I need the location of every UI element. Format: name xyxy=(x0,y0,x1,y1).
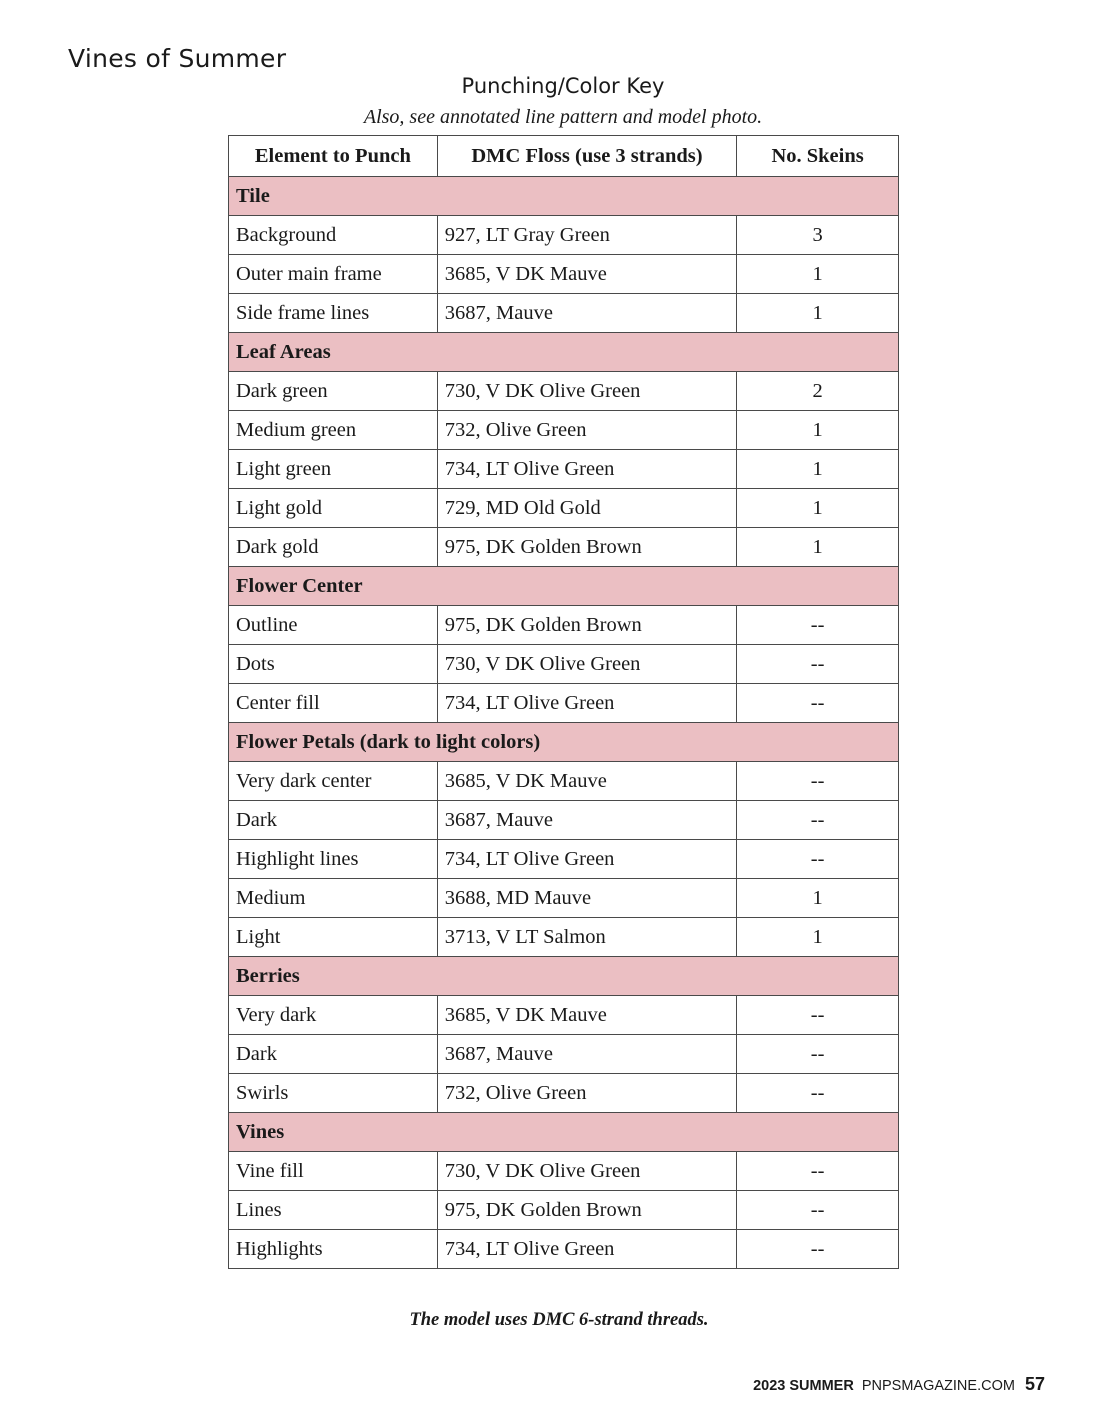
skeins-cell: -- xyxy=(737,606,899,645)
table-row xyxy=(229,1074,899,1113)
element-cell: Dark xyxy=(229,1035,438,1074)
page-footer xyxy=(753,1374,1045,1395)
table-row xyxy=(229,372,899,411)
table-row xyxy=(229,1191,899,1230)
table-row xyxy=(229,840,899,879)
element-cell: Swirls xyxy=(229,1074,438,1113)
page-title: Vines of Summer xyxy=(68,44,287,73)
dmc-floss-cell: 927, LT Gray Green xyxy=(437,216,736,255)
skeins-cell: 1 xyxy=(737,528,899,567)
table-row xyxy=(229,762,899,801)
section-row xyxy=(229,567,899,606)
table-row xyxy=(229,255,899,294)
table-row xyxy=(229,918,899,957)
dmc-floss-cell: 730, V DK Olive Green xyxy=(437,1152,736,1191)
page-number: 57 xyxy=(1024,1374,1045,1394)
section-row xyxy=(229,723,899,762)
section-title: Vines xyxy=(229,1113,899,1152)
dmc-floss-cell: 734, LT Olive Green xyxy=(437,840,736,879)
dmc-floss-cell: 734, LT Olive Green xyxy=(437,1230,736,1269)
dmc-floss-cell: 975, DK Golden Brown xyxy=(437,1191,736,1230)
footer-issue: 2023 SUMMER xyxy=(753,1378,854,1394)
section-title: Tile xyxy=(229,177,899,216)
element-cell: Dark green xyxy=(229,372,438,411)
key-subtitle: Also, see annotated line pattern and model photo. xyxy=(363,106,763,128)
dmc-floss-cell: 975, DK Golden Brown xyxy=(437,606,736,645)
skeins-cell: -- xyxy=(737,840,899,879)
element-cell: Medium green xyxy=(229,411,438,450)
element-cell: Light xyxy=(229,918,438,957)
skeins-cell: 1 xyxy=(737,918,899,957)
dmc-floss-cell: 975, DK Golden Brown xyxy=(437,528,736,567)
dmc-floss-cell: 3687, Mauve xyxy=(437,801,736,840)
skeins-cell: 2 xyxy=(737,372,899,411)
skeins-cell: -- xyxy=(737,1191,899,1230)
skeins-cell: 1 xyxy=(737,294,899,333)
skeins-cell: -- xyxy=(737,1074,899,1113)
element-cell: Center fill xyxy=(229,684,438,723)
dmc-floss-cell: 732, Olive Green xyxy=(437,411,736,450)
skeins-cell: -- xyxy=(737,762,899,801)
footnote: The model uses DMC 6-strand threads. xyxy=(409,1310,709,1330)
header-row xyxy=(229,136,899,177)
section-title: Leaf Areas xyxy=(229,333,899,372)
element-cell: Dots xyxy=(229,645,438,684)
element-cell: Lines xyxy=(229,1191,438,1230)
dmc-floss-cell: 730, V DK Olive Green xyxy=(437,372,736,411)
element-cell: Dark gold xyxy=(229,528,438,567)
dmc-floss-cell: 729, MD Old Gold xyxy=(437,489,736,528)
table-row xyxy=(229,801,899,840)
dmc-floss-cell: 3688, MD Mauve xyxy=(437,879,736,918)
skeins-cell: -- xyxy=(737,996,899,1035)
element-cell: Dark xyxy=(229,801,438,840)
table-row xyxy=(229,489,899,528)
dmc-floss-cell: 3685, V DK Mauve xyxy=(437,255,736,294)
table-row xyxy=(229,216,899,255)
element-cell: Light gold xyxy=(229,489,438,528)
section-row xyxy=(229,957,899,996)
header-dmc-floss: DMC Floss (use 3 strands) xyxy=(437,136,736,177)
skeins-cell: -- xyxy=(737,1035,899,1074)
header-skeins: No. Skeins xyxy=(737,136,899,177)
dmc-floss-cell: 730, V DK Olive Green xyxy=(437,645,736,684)
section-title: Berries xyxy=(229,957,899,996)
section-row xyxy=(229,177,899,216)
dmc-floss-cell: 3685, V DK Mauve xyxy=(437,762,736,801)
dmc-floss-cell: 3685, V DK Mauve xyxy=(437,996,736,1035)
skeins-cell: -- xyxy=(737,801,899,840)
section-title: Flower Petals (dark to light colors) xyxy=(229,723,899,762)
element-cell: Highlights xyxy=(229,1230,438,1269)
skeins-cell: 1 xyxy=(737,411,899,450)
skeins-cell: -- xyxy=(737,1152,899,1191)
table-row xyxy=(229,1230,899,1269)
element-cell: Outline xyxy=(229,606,438,645)
skeins-cell: 1 xyxy=(737,450,899,489)
table-row xyxy=(229,879,899,918)
element-cell: Very dark xyxy=(229,996,438,1035)
skeins-cell: -- xyxy=(737,1230,899,1269)
dmc-floss-cell: 3713, V LT Salmon xyxy=(437,918,736,957)
footer-site: PNPSMAGAZINE.COM xyxy=(861,1378,1015,1394)
table-row xyxy=(229,450,899,489)
skeins-cell: 1 xyxy=(737,879,899,918)
key-title: Punching/Color Key xyxy=(461,74,665,98)
element-cell: Vine fill xyxy=(229,1152,438,1191)
dmc-floss-cell: 3687, Mauve xyxy=(437,1035,736,1074)
header-element: Element to Punch xyxy=(229,136,438,177)
table-row xyxy=(229,528,899,567)
skeins-cell: 1 xyxy=(737,489,899,528)
element-cell: Highlight lines xyxy=(229,840,438,879)
section-row xyxy=(229,333,899,372)
table-row xyxy=(229,1035,899,1074)
color-key-table xyxy=(228,135,899,1269)
element-cell: Light green xyxy=(229,450,438,489)
element-cell: Outer main frame xyxy=(229,255,438,294)
skeins-cell: 3 xyxy=(737,216,899,255)
skeins-cell: -- xyxy=(737,684,899,723)
element-cell: Side frame lines xyxy=(229,294,438,333)
table-header xyxy=(229,136,899,177)
table-row xyxy=(229,996,899,1035)
table-body xyxy=(229,177,899,1269)
section-row xyxy=(229,1113,899,1152)
element-cell: Medium xyxy=(229,879,438,918)
table-row xyxy=(229,606,899,645)
element-cell: Background xyxy=(229,216,438,255)
table-row xyxy=(229,1152,899,1191)
skeins-cell: -- xyxy=(737,645,899,684)
table-row xyxy=(229,684,899,723)
dmc-floss-cell: 734, LT Olive Green xyxy=(437,450,736,489)
table-row xyxy=(229,411,899,450)
skeins-cell: 1 xyxy=(737,255,899,294)
element-cell: Very dark center xyxy=(229,762,438,801)
dmc-floss-cell: 732, Olive Green xyxy=(437,1074,736,1113)
table-row xyxy=(229,294,899,333)
dmc-floss-cell: 734, LT Olive Green xyxy=(437,684,736,723)
section-title: Flower Center xyxy=(229,567,899,606)
table-row xyxy=(229,645,899,684)
dmc-floss-cell: 3687, Mauve xyxy=(437,294,736,333)
